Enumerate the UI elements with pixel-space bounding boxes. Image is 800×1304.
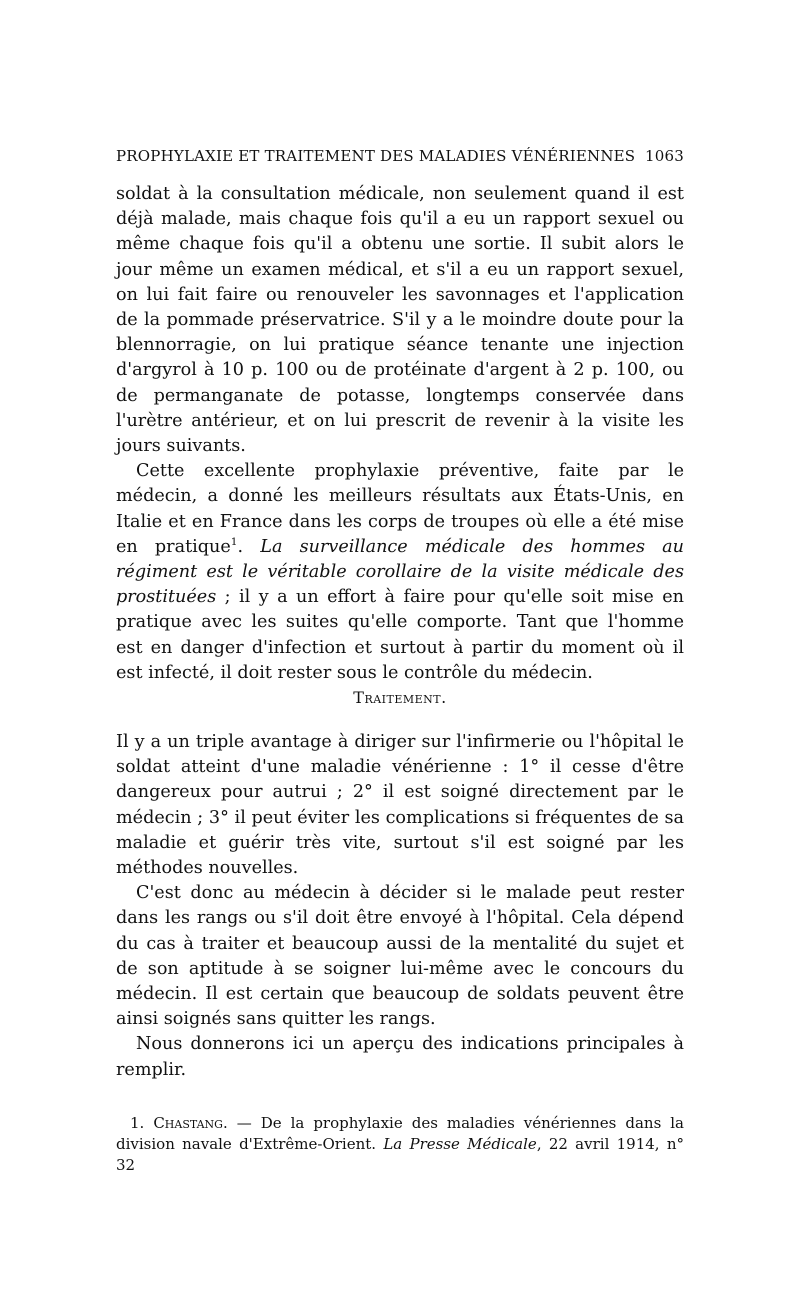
treatment-text [116,730,684,1083]
paragraph-text: . [237,536,261,557]
paragraph: Il y a un triple avantage à diriger sur l'infirmerie ou l'hôpital le soldat atteint d'une maladie vénérienne : 1° il cesse d'être dangereux pour autrui ; 2° il est soigné directement par le médecin ; 3° il peut éviter les complications si fréquentes de sa maladie et guérir très vite, surtout s'il est soigné par les méthodes nouvelles. [116,732,684,879]
paragraph: soldat à la consultation médicale, non seulement quand il est déjà malade, mais chaque fois qu'il a eu un rapport sexuel ou même chaque fois qu'il a obtenu une sortie. Il subit alors le jour même un examen médical, et s'il a eu un rapport sexuel, on lui fait faire ou renouveler les savonnages et l'application de la pommade préservatrice. S'il y a le moindre doute pour la blennorragie, on lui pratique séance tenante une injection d'argyrol à 10 p. 100 ou de protéinate d'argent à 2 p. 100, ou de permanganate de potasse, longtemps conservée dans l'urètre antérieur, et on lui prescrit de revenir à la visite les jours suivants. [116,184,684,457]
footnote-author: Chastang. [153,1114,228,1132]
paragraph [116,459,684,686]
prophylaxis-text [116,182,684,686]
page-number: 1063 [645,147,684,165]
footnote-text: — De la prophylaxie des maladies vénériennes dans la division navale d'Extrême-Orient. [116,1114,684,1153]
section-heading: Traitement. [353,688,447,707]
running-head-title: PROPHYLAXIE ET TRAITEMENT DES MALADIES VÉNÉRIENNES [116,147,636,165]
paragraph-text: Cette excellente prophylaxie préventive, faite par le médecin, a donné les meilleurs résultats aux États-Unis, en Italie et en France dans les corps de troupes où elle a été mise en pratique [116,461,684,557]
footnote-reference: 1 [230,535,238,548]
running-head [116,147,684,165]
footnote [116,1113,684,1176]
paragraph: Nous donnerons ici un aperçu des indications principales à remplir. [116,1034,684,1080]
paragraph-text: ; il y a un effort à faire pour qu'elle soit mise en pratique avec les suites qu'elle comporte. Tant que l'homme est en danger d'infection et surtout à partir du moment où il est infecté, il doit rester sous le contrôle du médecin. [116,587,684,683]
footnote-journal: La Presse Médicale [383,1135,537,1153]
italic-sentence: La surveillance médicale des hommes au régiment est le véritable corollaire de la visite médicale des prostituées [116,536,684,608]
footnote-text: , 22 avril 1914, n° 32 [116,1135,684,1174]
paragraph: C'est donc au médecin à décider si le malade peut rester dans les rangs ou s'il doit être envoyé à l'hôpital. Cela dépend du cas à traiter et beaucoup aussi de la mentalité du sujet et de son aptitude à se soigner lui-même avec le concours du médecin. Il est certain que beaucoup de soldats peuvent être ainsi soignés sans quitter les rangs. [116,883,684,1030]
footnote-number: 1. [130,1114,145,1132]
